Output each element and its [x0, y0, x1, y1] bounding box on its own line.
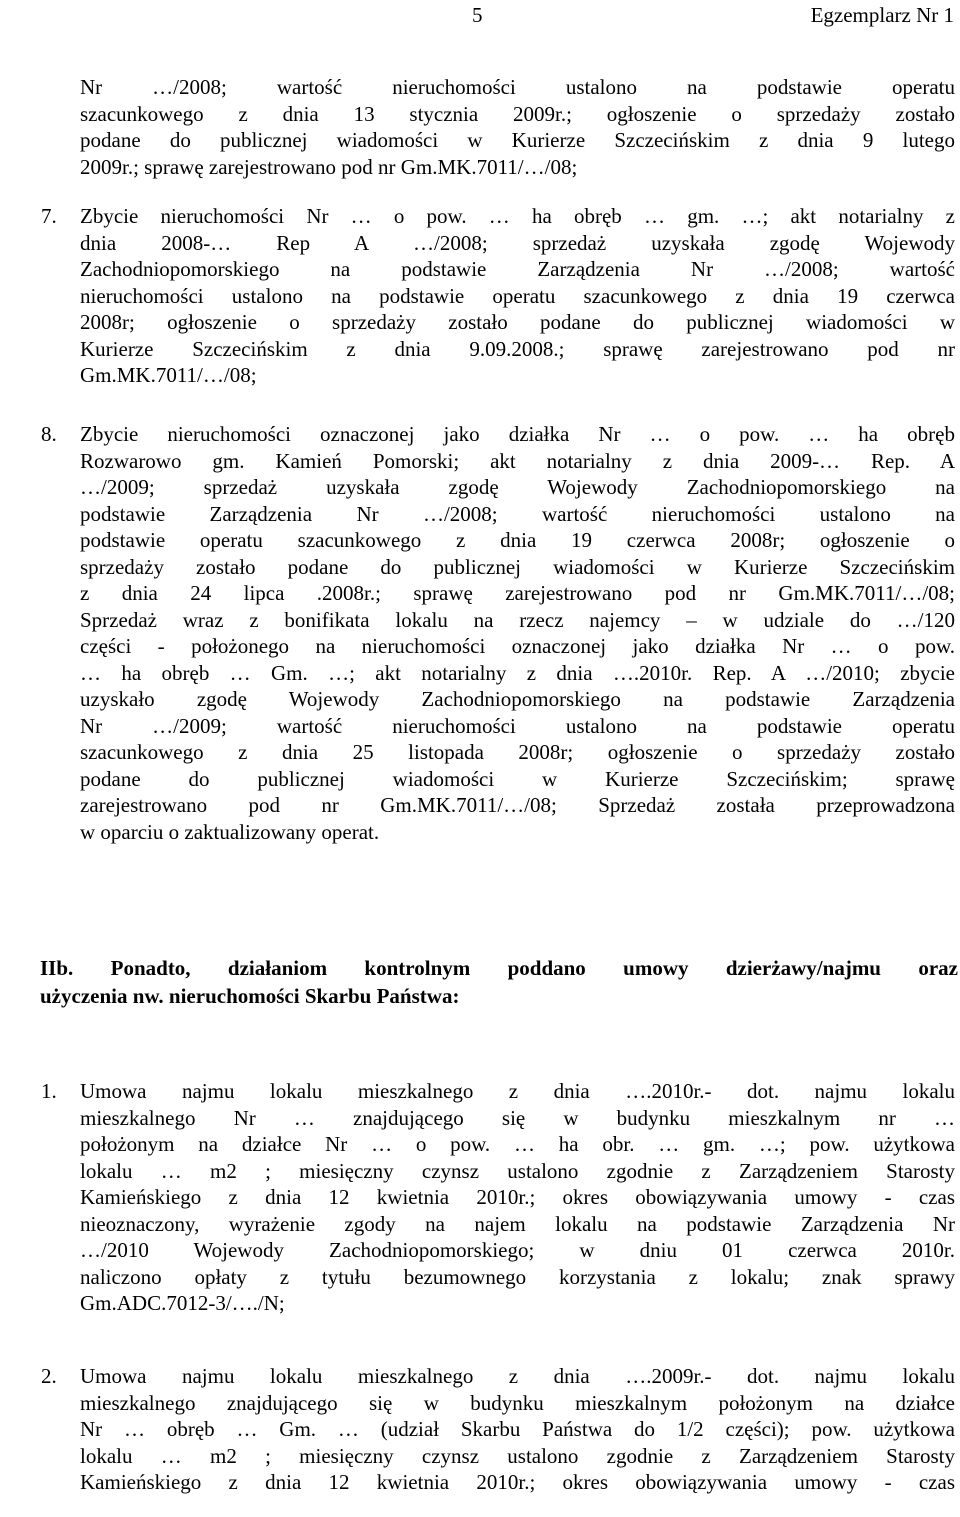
text-line: szacunkowego z dnia 13 stycznia 2009r.; ogłoszenie o sprzedaży zostało	[80, 101, 955, 126]
text-line: Nr …/2008; wartość nieruchomości ustalono na podstawie operatu	[80, 75, 955, 99]
item6-continuation	[80, 74, 955, 180]
lease2	[41, 1363, 955, 1496]
text-line: Sprzedaż wraz z bonifikata lokalu na rzecz najemcy – w udziale do …/120	[80, 607, 955, 632]
text-line: Nr … obręb … Gm. … (udział Skarbu Państwa do 1/2 części); pow. użytkowa	[80, 1417, 955, 1441]
text-line: lokalu … m2 ; miesięczny czynsz ustalono zgodnie z Zarządzeniem Starosty	[80, 1158, 955, 1183]
text-line: położonym na działce Nr … o pow. … ha obr. … gm. …; pow. użytkowa	[80, 1132, 955, 1156]
text-line: w oparciu o zaktualizowany operat.	[80, 819, 380, 844]
text-line: uzyskało zgodę Wojewody Zachodniopomorskiego na podstawie Zarządzenia	[80, 687, 955, 711]
text-line: Gm.ADC.7012-3/…./N;	[80, 1291, 285, 1315]
text-line: Nr …/2009; wartość nieruchomości ustalono na podstawie operatu	[80, 713, 955, 738]
text-line: z dnia 24 lipca .2008r.; sprawę zarejestrowano pod nr Gm.MK.7011/…/08;	[80, 581, 955, 605]
text-line: lokalu … m2 ; miesięczny czynsz ustalono zgodnie z Zarządzeniem Starosty	[80, 1443, 955, 1468]
text-line: podane do publicznej wiadomości w Kurierze Szczecińskim; sprawę	[80, 766, 955, 791]
text-line: dnia 2008-… Rep A …/2008; sprzedaż uzyskała zgodę Wojewody	[80, 230, 955, 255]
heading-line: użyczenia nw. nieruchomości Skarbu Państwa:	[40, 984, 460, 1008]
list-number: 1.	[41, 1079, 57, 1103]
text-line: Kamieńskiego z dnia 12 kwietnia 2010r.; okres obowiązywania umowy - czas	[80, 1185, 955, 1209]
text-line: Zachodniopomorskiego na podstawie Zarządzenia Nr …/2008; wartość	[80, 257, 955, 281]
item7	[41, 203, 955, 389]
page-number: 5	[472, 3, 483, 27]
text-line: Kamieńskiego z dnia 12 kwietnia 2010r.; okres obowiązywania umowy - czas	[80, 1470, 955, 1494]
text-line: zarejestrowano pod nr Gm.MK.7011/…/08; Sprzedaż została przeprowadzona	[80, 793, 955, 817]
text-line: Zbycie nieruchomości Nr … o pow. … ha obręb … gm. …; akt notarialny z	[80, 204, 955, 228]
text-line: Kurierze Szczecińskim z dnia 9.09.2008.; sprawę zarejestrowano pod nr	[80, 336, 955, 361]
text-line: nieruchomości ustalono na podstawie operatu szacunkowego z dnia 19 czerwca	[80, 283, 955, 308]
text-line: 2008r; ogłoszenie o sprzedaży zostało podane do publicznej wiadomości w	[80, 310, 955, 334]
item8	[41, 421, 955, 845]
text-line: Umowa najmu lokalu mieszkalnego z dnia ….2010r.- dot. najmu lokalu	[80, 1079, 955, 1103]
list-number: 8.	[41, 422, 57, 446]
text-line: szacunkowego z dnia 25 listopada 2008r; ogłoszenie o sprzedaży zostało	[80, 740, 955, 764]
text-line: Zbycie nieruchomości oznaczonej jako działka Nr … o pow. … ha obręb	[80, 422, 955, 446]
copy-label: Egzemplarz Nr 1	[810, 3, 954, 27]
text-line: nieoznaczony, wyrażenie zgody na najem lokalu na podstawie Zarządzenia Nr	[80, 1211, 955, 1236]
text-line: 2009r.; sprawę zarejestrowano pod nr Gm.MK.7011/…/08;	[80, 154, 578, 179]
text-line: podstawie Zarządzenia Nr …/2008; wartość nieruchomości ustalono na	[80, 501, 955, 526]
text-line: Rozwarowo gm. Kamień Pomorski; akt notarialny z dnia 2009-… Rep. A	[80, 448, 955, 473]
text-line: mieszkalnego znajdującego się w budynku mieszkalnym położonym na działce	[80, 1390, 955, 1415]
list-number: 7.	[41, 204, 57, 228]
text-line: …/2010 Wojewody Zachodniopomorskiego; w dniu 01 czerwca 2010r.	[80, 1238, 955, 1262]
text-line: …/2009; sprzedaż uzyskała zgodę Wojewody Zachodniopomorskiego na	[80, 475, 955, 499]
text-line: części - położonego na nieruchomości oznaczonej jako działka Nr … o pow.	[80, 634, 955, 658]
lease1	[41, 1078, 955, 1317]
text-line: Gm.MK.7011/…/08;	[80, 363, 257, 387]
heading-line: IIb. Ponadto, działaniom kontrolnym poddano umowy dzierżawy/najmu oraz	[40, 956, 958, 980]
list-number: 2.	[41, 1364, 57, 1388]
text-line: … ha obręb … Gm. …; akt notarialny z dnia ….2010r. Rep. A …/2010; zbycie	[80, 660, 955, 685]
text-line: podstawie operatu szacunkowego z dnia 19 czerwca 2008r; ogłoszenie o	[80, 528, 955, 552]
section-heading	[40, 954, 958, 1010]
text-line: sprzedaży zostało podane do publicznej wiadomości w Kurierze Szczecińskim	[80, 554, 955, 579]
text-line: naliczono opłaty z tytułu bezumownego korzystania z lokalu; znak sprawy	[80, 1264, 955, 1289]
text-line: mieszkalnego Nr … znajdującego się w budynku mieszkalnym nr …	[80, 1105, 955, 1130]
text-line: Umowa najmu lokalu mieszkalnego z dnia ….2009r.- dot. najmu lokalu	[80, 1364, 955, 1388]
text-line: podane do publicznej wiadomości w Kurierze Szczecińskim z dnia 9 lutego	[80, 128, 955, 152]
